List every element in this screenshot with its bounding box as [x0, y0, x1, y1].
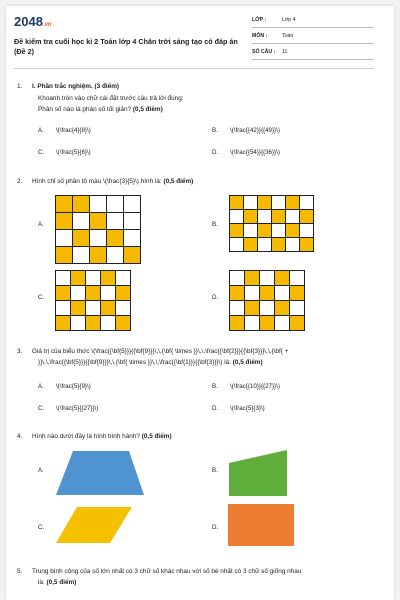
empty-cell — [86, 301, 101, 316]
shaded-cell — [258, 196, 272, 210]
question-3-option-b[interactable]: B. \(\frac{{10}}{{27}}\) — [212, 383, 280, 390]
shaded-cell — [56, 247, 73, 264]
shaded-cell — [56, 213, 73, 230]
question-1-option-c[interactable]: C. \(\frac{5}{6}\) — [38, 149, 91, 156]
question-1-option-d[interactable]: D. \(\frac{{54}}{{36}}\) — [212, 149, 280, 156]
question-2-label-c: C. — [38, 294, 45, 301]
question-2-figure-b[interactable] — [229, 195, 319, 255]
question-4-label-a: A. — [38, 467, 44, 474]
question-5-prompt-continued: là: (0,5 điểm) — [38, 579, 77, 586]
empty-cell — [300, 224, 314, 238]
question-2-figure-c[interactable] — [55, 270, 145, 330]
shaded-cell — [286, 196, 300, 210]
question-2-label-a: A. — [38, 221, 44, 228]
shaded-cell — [244, 238, 258, 252]
empty-cell — [101, 316, 116, 331]
shaded-cell — [272, 238, 286, 252]
shaded-cell — [290, 316, 305, 331]
question-1-option-a[interactable]: A. \(\frac{4}{8}\) — [38, 127, 91, 134]
shaded-cell — [245, 271, 260, 286]
empty-cell — [230, 210, 244, 224]
question-1-instruction: Khoanh tròn vào chữ cái đặt trước câu trả lời đúng: — [38, 95, 184, 102]
empty-cell — [300, 196, 314, 210]
question-1-option-b[interactable]: B. \(\frac{{42}}{{49}}\) — [212, 127, 280, 134]
shaded-cell — [260, 316, 275, 331]
empty-cell — [73, 247, 90, 264]
shaded-cell — [116, 316, 131, 331]
shaded-cell — [290, 286, 305, 301]
question-4-shape-c[interactable] — [55, 506, 133, 544]
question-4-shape-a[interactable] — [55, 450, 145, 496]
shaded-cell — [300, 238, 314, 252]
meta-row-count: SỐ CÂU : 11 — [252, 44, 374, 60]
shaded-cell — [56, 316, 71, 331]
empty-cell — [290, 271, 305, 286]
page-header — [14, 10, 374, 60]
shaded-cell — [56, 196, 73, 213]
empty-cell — [290, 301, 305, 316]
empty-cell — [275, 286, 290, 301]
empty-cell — [107, 213, 124, 230]
meta-row-subject: MÔN : Toán — [252, 28, 374, 44]
shaded-cell — [71, 271, 86, 286]
empty-cell — [101, 286, 116, 301]
parallelogram-shape — [56, 507, 132, 543]
empty-cell — [56, 301, 71, 316]
empty-cell — [116, 271, 131, 286]
question-3-option-d[interactable]: D. \(\frac{5}{3}\) — [212, 405, 265, 412]
empty-cell — [272, 224, 286, 238]
empty-cell — [272, 196, 286, 210]
shaded-cell — [101, 301, 116, 316]
empty-cell — [286, 238, 300, 252]
question-4-shape-b[interactable] — [228, 449, 288, 497]
shaded-cell — [116, 286, 131, 301]
empty-cell — [286, 210, 300, 224]
shaded-cell — [286, 224, 300, 238]
empty-cell — [56, 271, 71, 286]
document-title: Đề kiểm tra cuối học kì 2 Toán lớp 4 Chân trời sáng tạo có đáp án (Đề 2) — [14, 37, 238, 56]
empty-cell — [230, 271, 245, 286]
empty-cell — [260, 301, 275, 316]
shaded-cell — [86, 286, 101, 301]
empty-cell — [56, 230, 73, 247]
question-3-prompt-continued: }}\,\,\frac{{\bf{5}}}{{\bf{9}}}\,\,{\bf{ \times }}\,\,\frac{{\bf{1}}}{{\bf{3}}}\) là: (0,5 điểm) — [38, 359, 263, 366]
shaded-cell — [245, 301, 260, 316]
empty-cell — [73, 213, 90, 230]
shaded-cell — [86, 316, 101, 331]
shaded-cell — [275, 271, 290, 286]
empty-cell — [275, 316, 290, 331]
shaded-cell — [101, 271, 116, 286]
shaded-cell — [272, 210, 286, 224]
question-4-label-b: B. — [212, 467, 218, 474]
empty-cell — [245, 316, 260, 331]
shaded-cell — [124, 247, 141, 264]
shaded-cell — [275, 301, 290, 316]
empty-cell — [124, 196, 141, 213]
empty-cell — [90, 230, 107, 247]
question-5-prompt: 5. Trung bình cộng của số lớn nhất có 3 chữ số khác nhau với số bé nhất có 3 chữ số giống nhau — [17, 568, 302, 575]
trapezoid-shape — [56, 451, 144, 495]
empty-cell — [116, 301, 131, 316]
question-2-label-d: D. — [212, 294, 219, 301]
shaded-cell — [244, 210, 258, 224]
question-3-option-c[interactable]: C. \(\frac{5}{{27}}\) — [38, 405, 99, 412]
shaded-cell — [71, 301, 86, 316]
shaded-cell — [230, 316, 245, 331]
empty-cell — [260, 271, 275, 286]
question-3-prompt: 3. Giá trị của biểu thức \(\frac{{\bf{5}}}{{\bf{9}}}\,\,{\bf{ \times }}\,\,\frac{{\bf{2}}}{{\bf{3}}}\,\,{\bf{ + — [17, 348, 289, 355]
shaded-cell — [73, 196, 90, 213]
empty-cell — [230, 301, 245, 316]
empty-cell — [90, 196, 107, 213]
empty-cell — [71, 316, 86, 331]
meta-table — [252, 12, 374, 60]
empty-cell — [107, 247, 124, 264]
question-4-label-d: D. — [212, 524, 219, 531]
question-3-option-a[interactable]: A. \(\frac{5}{9}\) — [38, 383, 91, 390]
empty-cell — [86, 271, 101, 286]
empty-cell — [230, 238, 244, 252]
header-divider — [14, 68, 374, 69]
rectangle-shape — [228, 504, 294, 546]
empty-cell — [124, 213, 141, 230]
shaded-cell — [73, 230, 90, 247]
shaded-cell — [90, 247, 107, 264]
empty-cell — [258, 210, 272, 224]
question-2-label-b: B. — [212, 221, 218, 228]
question-2-prompt: 2. Hình chỉ số phần tô màu \(\frac{3}{5}\) hình là: (0,5 điểm) — [17, 178, 194, 185]
meta-row-class: LỚP : Lớp 4 — [252, 12, 374, 28]
question-4-label-c: C. — [38, 524, 45, 531]
shaded-cell — [260, 286, 275, 301]
shaded-cell — [230, 196, 244, 210]
question-2-figure-a[interactable] — [55, 195, 145, 267]
site-logo[interactable]: 2048.vn — [14, 14, 52, 29]
shaded-cell — [300, 210, 314, 224]
question-2-figure-d[interactable] — [229, 270, 319, 330]
question-1-heading: 1. I. Phần trắc nghiệm. (3 điểm) — [17, 83, 120, 90]
empty-cell — [107, 196, 124, 213]
question-4-prompt: 4. Hình nào dưới đây là hình bình hành? (0,5 điểm) — [17, 433, 172, 440]
shaded-cell — [90, 213, 107, 230]
shaded-cell — [230, 224, 244, 238]
empty-cell — [258, 238, 272, 252]
question-1-prompt: Phân số nào là phân số tối giản? (0,5 điểm) — [38, 106, 163, 113]
shaded-cell — [258, 224, 272, 238]
question-4-shape-d[interactable] — [228, 504, 294, 546]
empty-cell — [124, 230, 141, 247]
shaded-cell — [107, 230, 124, 247]
empty-cell — [244, 196, 258, 210]
empty-cell — [245, 286, 260, 301]
empty-cell — [71, 286, 86, 301]
shaded-cell — [230, 286, 245, 301]
empty-cell — [244, 224, 258, 238]
quadrilateral-shape — [229, 450, 287, 496]
shaded-cell — [56, 286, 71, 301]
